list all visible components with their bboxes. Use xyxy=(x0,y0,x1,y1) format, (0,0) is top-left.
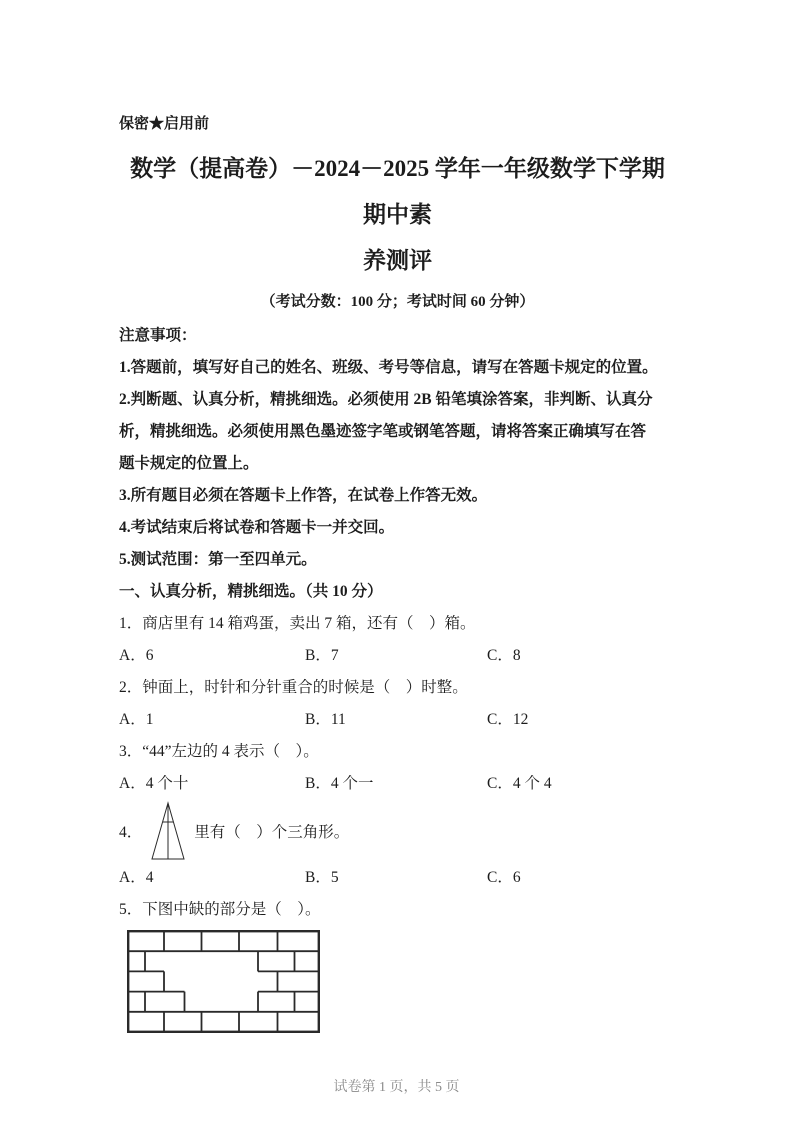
question-4-prefix: 4． xyxy=(119,824,143,841)
question-1-options xyxy=(119,640,676,672)
section1-heading: 一、认真分析，精挑细选。（共 10 分） xyxy=(119,583,383,600)
option-a: A．6 xyxy=(119,647,154,664)
option-c: C．12 xyxy=(487,711,529,728)
notice-line: 1.答题前，填写好自己的姓名、班级、考号等信息，请写在答题卡规定的位置。 xyxy=(119,359,658,376)
notice-line: 2.判断题、认真分析，精挑细选。必须使用 2B 铅笔填涂答案，非判断、认真分 xyxy=(119,391,653,408)
option-b: B．11 xyxy=(305,711,346,728)
option-b: B．7 xyxy=(305,647,339,664)
question-3-text: 3．“44”左边的 4 表示（ ）。 xyxy=(119,743,319,760)
notice-line: 4.考试结束后将试卷和答题卡一并交回。 xyxy=(119,519,395,536)
notice-line: 析，精挑细选。必须使用黑色墨迹签字笔或钢笔答题，请将答案正确填写在答 xyxy=(119,423,647,440)
paper-title-line1: 数学（提高卷）－2024－2025 学年一年级数学下学期期中素 xyxy=(130,156,665,227)
option-a: A．4 xyxy=(119,869,154,886)
option-c: C．4 个 4 xyxy=(487,775,552,792)
notice-line: 5.测试范围：第一至四单元。 xyxy=(119,551,317,568)
triangle-figure xyxy=(149,801,187,861)
brick-wall-figure xyxy=(127,930,320,1033)
page-footer: 试卷第 1 页，共 5 页 xyxy=(333,1080,460,1095)
option-b: B．5 xyxy=(305,869,339,886)
option-a: A．4 个十 xyxy=(119,775,189,792)
notice-line: 3.所有题目必须在答题卡上作答，在试卷上作答无效。 xyxy=(119,487,488,504)
question-4-suffix: 里有（ ）个三角形。 xyxy=(194,824,350,841)
paper-title xyxy=(119,146,676,284)
question-3-options xyxy=(119,768,676,800)
exam-score-time-subtitle: （考试分数：100 分；考试时间 60 分钟） xyxy=(260,294,535,310)
page-content xyxy=(119,0,676,1033)
question-5-text: 5．下图中缺的部分是（ ）。 xyxy=(119,901,321,918)
question-4-text xyxy=(119,800,676,862)
option-c: C．8 xyxy=(487,647,521,664)
question-1-text: 1．商店里有 14 箱鸡蛋，卖出 7 箱，还有（ ）箱。 xyxy=(119,615,476,632)
paper-title-line2: 养测评 xyxy=(363,248,432,273)
notice-line: 题卡规定的位置上。 xyxy=(119,455,259,472)
question-4-options xyxy=(119,862,676,894)
option-a: A．1 xyxy=(119,711,154,728)
option-b: B．4 个一 xyxy=(305,775,374,792)
option-c: C．6 xyxy=(487,869,521,886)
secrecy-label: 保密★启用前 xyxy=(119,116,210,132)
question-2-text: 2．钟面上，时针和分针重合的时候是（ ）时整。 xyxy=(119,679,468,696)
question-2-options xyxy=(119,704,676,736)
notices-heading: 注意事项： xyxy=(119,327,197,344)
